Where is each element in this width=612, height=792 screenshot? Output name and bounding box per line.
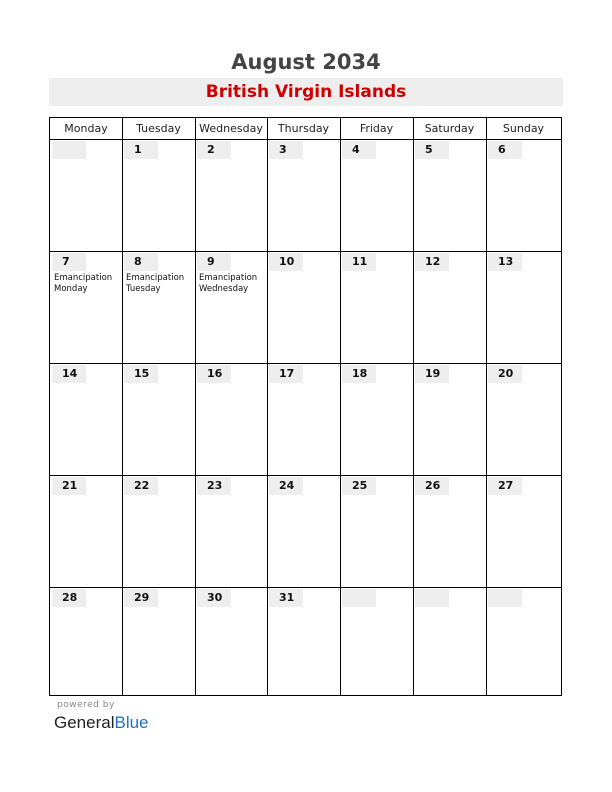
day-cell[interactable] [195,251,267,363]
day-number: 7 [52,253,86,271]
day-cell[interactable] [122,363,195,475]
weekday-header: Thursday [277,122,330,135]
day-cell[interactable] [122,475,195,587]
weekday-header: Sunday [502,122,545,135]
day-number: 13 [488,253,522,271]
day-cell[interactable] [122,139,195,251]
day-number: 24 [269,477,303,495]
day-number: 14 [52,365,86,383]
day-number: 12 [415,253,449,271]
day-cell[interactable] [267,587,340,695]
day-cell[interactable] [122,587,195,695]
holiday-label: Emancipation Tuesday [126,273,185,294]
weekday-header: Tuesday [136,122,181,135]
day-cell[interactable] [340,363,413,475]
day-number: 25 [342,477,376,495]
day-number: 20 [488,365,522,383]
day-cell[interactable] [413,475,486,587]
powered-by-label: powered by [57,700,115,710]
brand-general-text: General [54,713,115,732]
day-cell[interactable] [267,139,340,251]
weekday-header: Monday [64,122,108,135]
day-cell[interactable] [340,475,413,587]
day-cell[interactable] [486,251,561,363]
day-number: 30 [197,589,231,607]
day-cell[interactable] [195,139,267,251]
day-number: 18 [342,365,376,383]
day-cell[interactable] [267,363,340,475]
day-cell[interactable] [195,363,267,475]
day-cell[interactable] [413,363,486,475]
day-cell[interactable] [50,139,122,251]
day-number: 17 [269,365,303,383]
day-cell[interactable] [50,587,122,695]
day-number: 1 [124,141,158,159]
day-number [342,589,376,607]
day-number: 19 [415,365,449,383]
day-number: 22 [124,477,158,495]
day-number: 5 [415,141,449,159]
day-number: 4 [342,141,376,159]
day-number: 31 [269,589,303,607]
day-number: 6 [488,141,522,159]
country-banner [49,78,563,106]
generalblue-logo[interactable] [54,712,149,734]
day-number: 8 [124,253,158,271]
day-number: 3 [269,141,303,159]
day-cell[interactable] [340,139,413,251]
holiday-label: Emancipation Wednesday [199,273,258,294]
day-cell[interactable] [486,139,561,251]
day-number: 29 [124,589,158,607]
country-name: British Virgin Islands [205,82,407,102]
day-number: 2 [197,141,231,159]
day-cell[interactable] [267,251,340,363]
day-cell[interactable] [340,251,413,363]
day-cell[interactable] [195,587,267,695]
day-cell[interactable] [122,251,195,363]
day-number: 9 [197,253,231,271]
day-cell[interactable] [413,587,486,695]
weekday-header: Friday [359,122,394,135]
day-number: 23 [197,477,231,495]
day-number: 26 [415,477,449,495]
day-cell[interactable] [486,587,561,695]
day-number: 11 [342,253,376,271]
day-number: 16 [197,365,231,383]
weekday-header-row [50,118,561,139]
day-number [415,589,449,607]
weekday-header: Wednesday [199,122,263,135]
holiday-label: Emancipation Monday [54,273,113,294]
page-title: August 2034 [231,50,381,74]
day-number: 27 [488,477,522,495]
day-cell[interactable] [50,363,122,475]
brand-blue-text: Blue [114,713,149,732]
day-number [488,589,522,607]
day-cell[interactable] [486,363,561,475]
day-cell[interactable] [340,587,413,695]
day-cell[interactable] [50,475,122,587]
calendar-grid [49,117,562,696]
day-cell[interactable] [413,139,486,251]
day-number: 10 [269,253,303,271]
day-cell[interactable] [195,475,267,587]
day-number [52,141,86,159]
day-cell[interactable] [413,251,486,363]
day-cell[interactable] [486,475,561,587]
day-cell[interactable] [267,475,340,587]
day-cell[interactable] [50,251,122,363]
day-number: 15 [124,365,158,383]
weekday-header: Saturday [424,122,475,135]
day-number: 21 [52,477,86,495]
day-number: 28 [52,589,86,607]
